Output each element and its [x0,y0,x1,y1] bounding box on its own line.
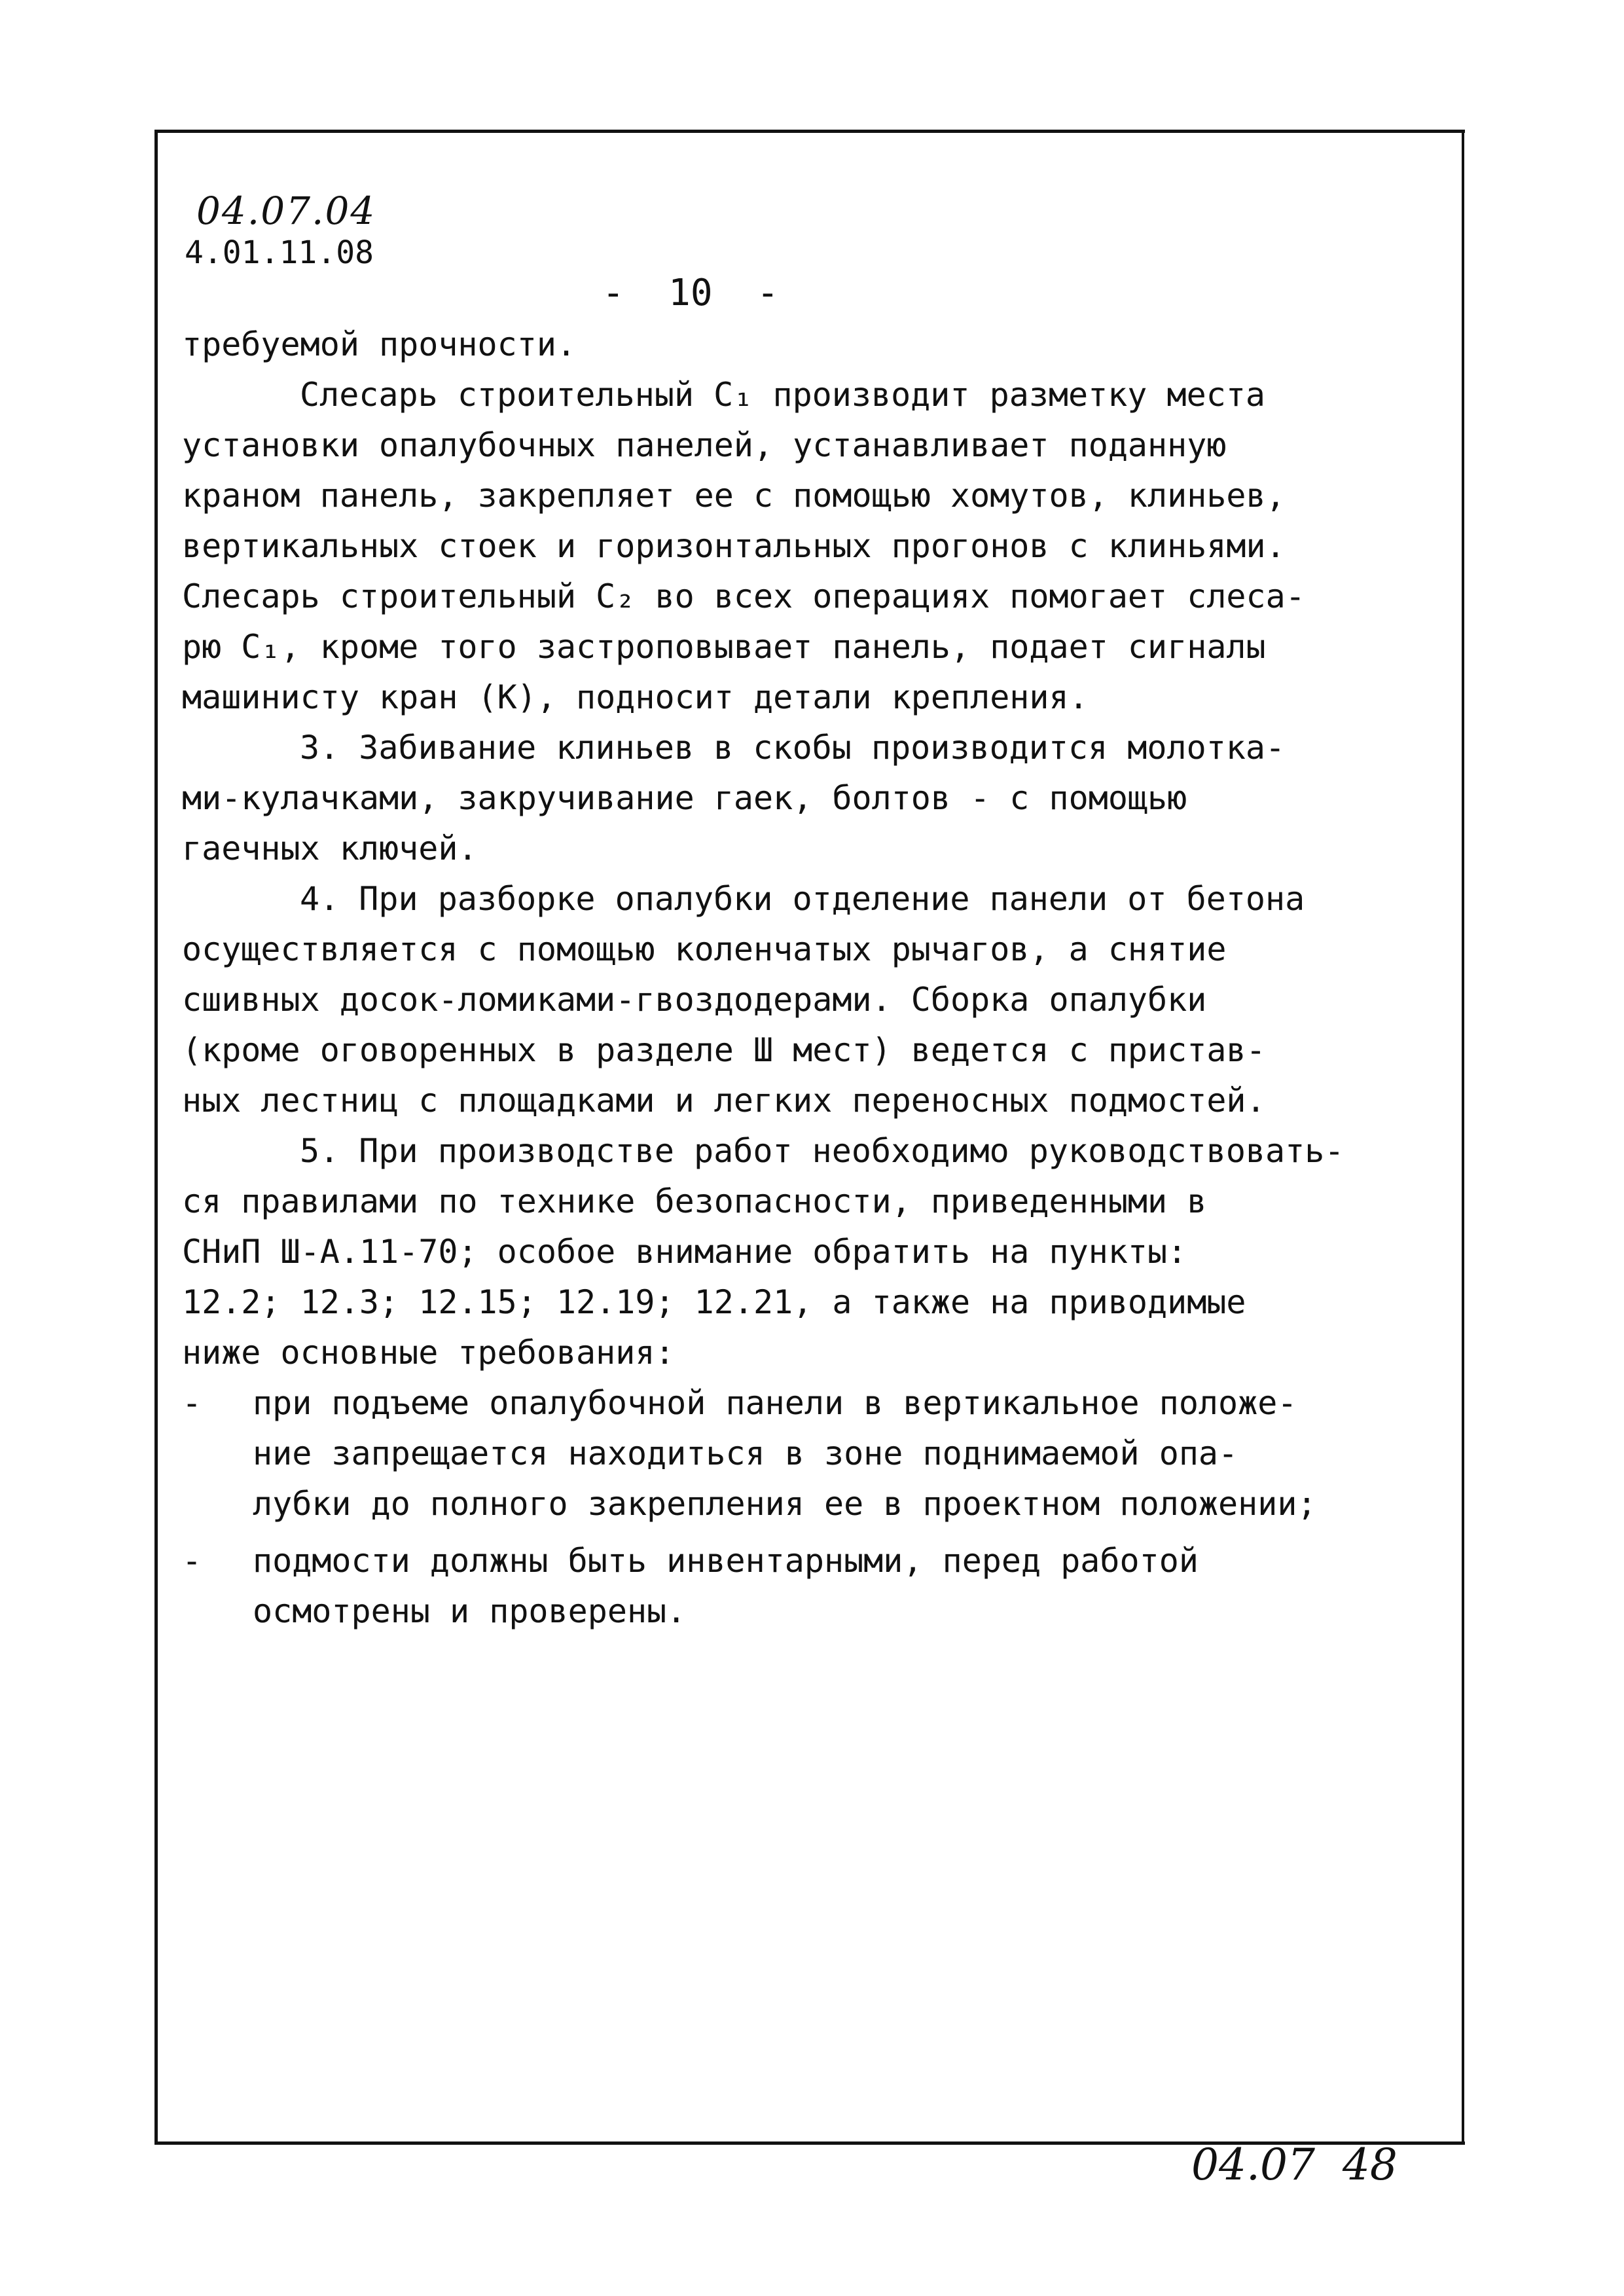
text-line: при подъеме опалубочной панели в вертикальное положе- [253,1384,1297,1422]
bullet-dash: - [182,1542,202,1580]
text-line: 12.2; 12.3; 12.15; 12.19; 12.21, а также на приводимые [182,1283,1246,1321]
text-line: 5. При производстве работ необходимо руководствовать- [300,1132,1344,1170]
text-line: лубки до полного закрепления ее в проектном положении; [253,1485,1317,1523]
text-line: гаечных ключей. [182,829,478,867]
text-line: 3. Забивание клиньев в скобы производится молотка- [300,729,1286,767]
text-line: ние запрещается находиться в зоне поднимаемой опа- [253,1434,1238,1472]
handwritten-code: 04.07.04 [196,189,376,233]
text-line: Слесарь строительный С₂ во всех операциях помогает слеса- [182,577,1305,615]
text-line: ся правилами по технике безопасности, приведенными в [182,1182,1207,1220]
text-line: краном панель, закрепляет ее с помощью хомутов, клиньев, [182,477,1286,515]
handwritten-footer-ref: 04.07 48 [1191,2140,1398,2190]
text-line: осуществляется с помощью коленчатых рычагов, а снятие [182,930,1227,968]
text-line: вертикальных стоек и горизонтальных прогонов с клиньями. [182,527,1286,565]
text-line: подмости должны быть инвентарными, перед работой [253,1542,1199,1580]
text-line: осмотрены и проверены. [253,1592,687,1630]
text-line: установки опалубочных панелей, устанавливает поданную [182,426,1227,464]
bullet-dash: - [182,1384,202,1422]
text-line: требуемой прочности. [182,325,577,363]
document-code: 4.01.11.08 [185,234,374,271]
text-line: СНиП Ш-А.11-70; особое внимание обратить на пункты: [182,1233,1187,1271]
text-line: рю С₁, кроме того застроповывает панель, подает сигналы [182,628,1266,666]
page-frame-right-edge [1462,130,1464,2142]
text-line: ных лестниц с площадками и легких переносных подмостей. [182,1082,1266,1120]
document-body [182,319,1458,1637]
list-item [182,1536,1458,1637]
text-line: (кроме оговоренных в разделе Ш мест) ведется с пристав- [182,1031,1266,1069]
text-line: 4. При разборке опалубки отделение панели от бетона [300,880,1305,918]
page-number: - 10 - [602,272,779,314]
text-line: машинисту кран (К), подносит детали крепления. [182,678,1089,716]
text-line: ниже основные требования: [182,1334,675,1372]
text-line: Слесарь строительный С₁ производит разметку места [300,376,1266,414]
text-line: сшивных досок-ломиками-гвоздодерами. Сборка опалубки [182,981,1207,1019]
list-item [182,1378,1458,1529]
text-line: ми-кулачками, закручивание гаек, болтов - с помощью [182,779,1187,817]
